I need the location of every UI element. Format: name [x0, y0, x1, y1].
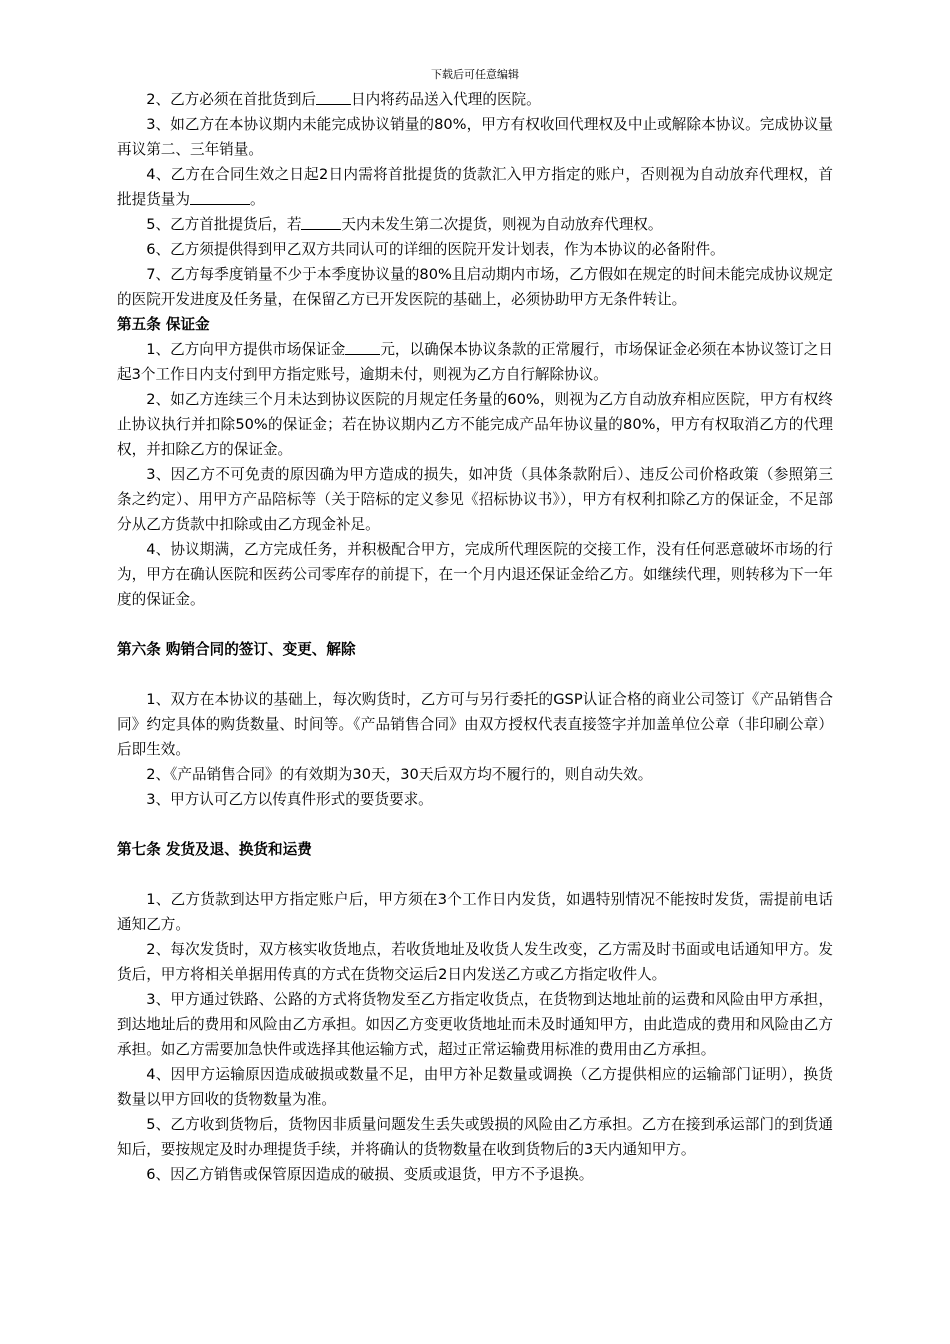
clause-4-3: 3、如乙方在本协议期内未能完成协议销量的80%，甲方有权收回代理权及中止或解除本协议。完成协议量再议第二、三年销量。	[117, 116, 833, 158]
clause-5-1: 1、乙方向甲方提供市场保证金 元，以确保本协议条款的正常履行，市场保证金必须在本协议签订之日起3个工作日内支付到甲方指定账号，逾期未付，则视为乙方自行解除协议。	[117, 341, 833, 383]
blank-field	[301, 215, 341, 230]
article-5-title: 第五条 保证金	[117, 316, 210, 333]
clause-6-1: 1、双方在本协议的基础上，每次购货时，乙方可与另行委托的GSP认证合格的商业公司签订《产品销售合同》约定具体的购货数量、时间等。《产品销售合同》由双方授权代表直接签字并加盖单位公章（非印刷公章）后即生效。	[117, 691, 833, 758]
page-header: 下载后可任意编辑	[431, 68, 519, 81]
clause-6-2: 2、《产品销售合同》的有效期为30天，30天后双方均不履行的，则自动失效。	[146, 766, 653, 783]
clause-7-2: 2、每次发货时，双方核实收货地点，若收货地址及收货人发生改变，乙方需及时书面或电话通知甲方。发货后，甲方将相关单据用传真的方式在货物交运后2日内发送乙方或乙方指定收件人。	[117, 941, 833, 983]
clause-7-1: 1、乙方货款到达甲方指定账户后，甲方须在3个工作日内发货，如遇特别情况不能按时发货，需提前电话通知乙方。	[117, 891, 833, 933]
clause-4-4: 4、乙方在合同生效之日起2日内需将首批提货的货款汇入甲方指定的账户，否则视为自动放弃代理权，首批提货量为 。	[117, 166, 833, 208]
clause-4-5: 5、乙方首批提货后，若 天内未发生第二次提货，则视为自动放弃代理权。	[146, 216, 663, 233]
blank-field	[316, 90, 351, 105]
document-body	[117, 87, 833, 1187]
clause-4-6: 6、乙方须提供得到甲乙双方共同认可的详细的医院开发计划表，作为本协议的必备附件。	[146, 241, 725, 258]
article-6-title: 第六条 购销合同的签订、变更、解除	[117, 641, 356, 658]
clause-5-4: 4、协议期满，乙方完成任务，并积极配合甲方，完成所代理医院的交接工作，没有任何恶意破坏市场的行为，甲方在确认医院和医药公司零库存的前提下，在一个月内退还保证金给乙方。如继续代理，则转移为下一年度的保证金。	[117, 541, 833, 608]
clause-4-2: 2、乙方必须在首批货到后 日内将药品送入代理的医院。	[146, 91, 541, 108]
blank-field	[190, 190, 250, 205]
blank-field	[345, 340, 380, 355]
clause-7-4: 4、因甲方运输原因造成破损或数量不足，由甲方补足数量或调换（乙方提供相应的运输部门证明），换货数量以甲方回收的货物数量为准。	[117, 1066, 833, 1108]
clause-6-3: 3、甲方认可乙方以传真件形式的要货要求。	[146, 791, 433, 808]
clause-7-6: 6、因乙方销售或保管原因造成的破损、变质或退货，甲方不予退换。	[146, 1166, 594, 1183]
clause-7-3: 3、甲方通过铁路、公路的方式将货物发至乙方指定收货点，在货物到达地址前的运费和风险由甲方承担，到达地址后的费用和风险由乙方承担。如因乙方变更收货地址而未及时通知甲方，由此造成的费用和风险由乙方承担。如乙方需要加急快件或选择其他运输方式，超过正常运输费用标准的费用由乙方承担。	[117, 991, 833, 1058]
article-7-title: 第七条 发货及退、换货和运费	[117, 841, 312, 858]
clause-5-2: 2、如乙方连续三个月未达到协议医院的月规定任务量的60%，则视为乙方自动放弃相应医院，甲方有权终止协议执行并扣除50%的保证金；若在协议期内乙方不能完成产品年协议量的80%，甲方有权取消乙方的代理权，并扣除乙方的保证金。	[117, 391, 833, 458]
clause-4-7: 7、乙方每季度销量不少于本季度协议量的80%且启动期内市场，乙方假如在规定的时间未能完成协议规定的医院开发进度及任务量，在保留乙方已开发医院的基础上，必须协助甲方无条件转让。	[117, 266, 833, 308]
clause-5-3: 3、因乙方不可免责的原因确为甲方造成的损失，如冲货（具体条款附后）、违反公司价格政策（参照第三条之约定）、用甲方产品陪标等（关于陪标的定义参见《招标协议书》），甲方有权利扣除乙方的保证金，不足部分从乙方货款中扣除或由乙方现金补足。	[117, 466, 833, 533]
clause-7-5: 5、乙方收到货物后，货物因非质量问题发生丢失或毁损的风险由乙方承担。乙方在接到承运部门的到货通知后，要按规定及时办理提货手续，并将确认的货物数量在收到货物后的3天内通知甲方。	[117, 1116, 833, 1158]
